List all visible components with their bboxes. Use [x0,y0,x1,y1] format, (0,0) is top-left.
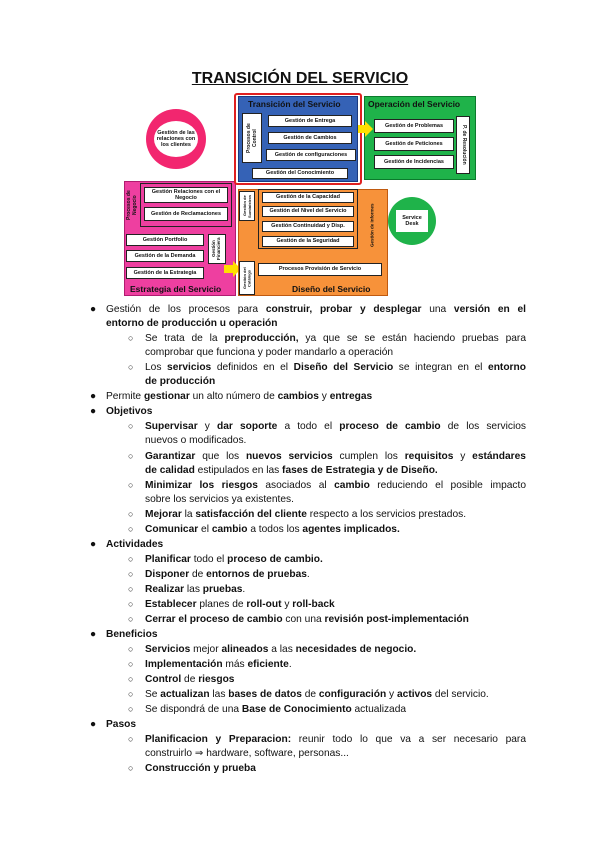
obj-minimizar-line2 [145,493,294,507]
bullet-icon: ● [90,629,97,640]
heading-objetivos [106,405,152,419]
text: Establecer [145,599,197,610]
text: de los servicios [440,421,526,432]
arrow-operacion-head-icon [365,121,373,137]
circle-icon: ○ [128,763,134,773]
problemas-box: Gestión de Problemas [374,119,454,133]
text: planes de [196,599,247,610]
text: reduciendo el posible impacto [369,480,526,491]
circle-icon: ○ [128,362,134,372]
obj-mejorar [145,508,466,522]
financiera-label: Gestión Financiera [211,237,221,261]
text: requisitos [404,451,454,462]
catalogo-box [239,261,255,295]
text: que los [195,451,246,462]
text: cumplen los [332,451,405,462]
text: . [288,659,292,670]
text: fases de Estrategia y de Diseño. [282,465,438,476]
entrega-box: Gestión de Entrega [268,115,352,127]
page-title: TRANSICIÓN DEL SERVICIO [191,70,409,87]
incidencias-box: Gestión de Incidencias [374,155,454,169]
obj-comunicar [145,523,400,537]
text: sobre los servicios ya existentes. [145,494,294,505]
text: una [421,304,454,315]
text: asociados al [257,480,335,491]
text: Mejorar [145,509,182,520]
text: bases de datos [228,689,302,700]
conocimiento-box: Gestión del Conocimiento [252,168,348,179]
text: proceso de cambio. [227,554,323,565]
circle-icon: ○ [128,659,134,669]
itil-diagram [120,93,480,298]
text: servicios [167,362,212,373]
seguridad-box: Gestión de la Seguridad [262,236,354,247]
text: alineados [221,644,269,655]
act-realizar [145,583,245,597]
sub-preproduccion-line2 [145,346,393,360]
configuraciones-box: Gestión de configuraciones [266,149,356,161]
circle-icon: ○ [128,584,134,594]
circle-icon: ○ [128,644,134,654]
text: más [222,659,248,670]
text: . [306,569,310,580]
text: Se [145,689,161,700]
text: y [281,599,293,610]
act-planificar [145,553,323,567]
text: Base de Conocimiento [241,704,352,715]
text: cambios [277,391,319,402]
text: entornos de pruebas [206,569,307,580]
text: cambio [211,524,248,535]
text: entregas [329,391,373,402]
text: Planificacion y Preparacion: [145,734,292,745]
text: entorno de producción u operación [106,318,278,329]
text: Control [145,674,182,685]
text: a todo el [277,421,340,432]
estrategia-gest-box: Gestión de la Estrategia [126,267,204,279]
text: Actividades [106,539,164,550]
text: actualizada [351,704,407,715]
bullet-icon: ● [90,719,97,730]
text: Pasos [106,719,137,730]
text: . [242,584,246,595]
text: Planificar [145,554,191,565]
text: y [453,451,473,462]
gestion-suministros-label: Gestión de Suministros [242,194,252,218]
bullet-procesos [106,303,526,317]
heading-actividades [106,538,163,552]
text: se integran en el [393,362,489,373]
relaciones-clientes-box: Gestión de las relaciones con los clientes [154,121,198,157]
circle-icon: ○ [128,554,134,564]
text: Cerrar el proceso de cambio [145,614,283,625]
text: y [318,391,330,402]
resolucion-label: P. de Resolución [460,125,467,165]
text: a todos los [247,524,303,535]
paso-construccion [145,762,256,776]
act-disponer [145,568,310,582]
procesos-negocio-label: Procesos de Negocio [126,190,138,220]
text: agentes implicados. [302,524,400,535]
text: pruebas [202,584,243,595]
circle-icon: ○ [128,614,134,624]
text: Construcción y prueba [145,763,256,774]
text: configuración [318,689,387,700]
sub-servicios-line2 [145,375,215,389]
peticiones-box: Gestión de Peticiones [374,137,454,151]
transicion-header: Transición del Servicio [248,99,341,109]
circle-icon: ○ [128,689,134,699]
text: Realizar [145,584,185,595]
text: preproducción, [224,333,299,344]
text: Beneficios [106,629,158,640]
bullet-icon: ● [90,304,97,315]
text: estipulados en las [194,465,283,476]
text: cambio [334,480,370,491]
text: Diseño del Servicio [293,362,394,373]
heading-beneficios [106,628,158,642]
text: construirlo ⇒ hardware, software, personas... [145,748,349,759]
text: Disponer [145,569,190,580]
cambios-box: Gestión de Cambios [268,132,352,144]
paso-planificacion-line2 [145,747,349,761]
text: eficiente [247,659,289,670]
act-establecer [145,598,335,612]
paso-planificacion [145,733,526,747]
text: la [181,509,196,520]
continuidad-box: Gestión Continuidad y Disp. [262,221,354,232]
text: respecto a los servicios prestados. [306,509,467,520]
text: actualizan [160,689,210,700]
text: de [189,569,207,580]
text: activos [396,689,433,700]
text: nuevos servicios [245,451,333,462]
capacidad-box: Gestión de la Capacidad [262,192,354,203]
provision-box: Procesos Provisión de Servicio [258,263,382,276]
obj-supervisar-line2 [145,434,246,448]
nivel-servicio-box: Gestión del Nivel del Servicio [262,206,354,217]
text: Gestión de los procesos para [106,304,266,315]
text: de calidad [145,465,195,476]
circle-icon: ○ [128,599,134,609]
estrategia-header: Estrategia del Servicio [130,284,222,294]
procesos-control-label: Procesos de Control [246,123,258,153]
sub-servicios [145,361,526,375]
circle-icon: ○ [128,569,134,579]
portfolio-box: Gestión Portfolio [126,234,204,246]
text: Servicios [145,644,191,655]
text: Garantizar [145,451,196,462]
obj-garantizar-line2 [145,464,438,478]
circle-icon: ○ [128,734,134,744]
text: entorno [488,362,526,373]
text: ya que se se están haciendo pruebas para [298,333,526,344]
circle-icon: ○ [128,509,134,519]
text: satisfacción del cliente [195,509,307,520]
text: proceso de cambio [339,421,441,432]
text: gestionar [143,391,190,402]
text: el [198,524,212,535]
bullet-icon: ● [90,391,97,402]
catalogo-label: Gestión del Catálogo [241,267,251,289]
sub-preproduccion [145,332,526,346]
text: comprobar que funciona y poder mandarlo a operación [145,347,394,358]
text: dar soporte [217,421,278,432]
diseno-header: Diseño del Servicio [292,284,371,294]
demanda-box: Gestión de la Demanda [126,250,204,262]
text: Supervisar [145,421,198,432]
text: del servicio. [432,689,489,700]
text: roll-back [292,599,335,610]
circle-icon: ○ [128,333,134,343]
text: construir, probar y desplegar [265,304,422,315]
text: riesgos [198,674,235,685]
text: mejor [190,644,222,655]
bullet-procesos-line2 [106,317,278,331]
ben-base-conocimiento [145,703,406,717]
text: roll-out [246,599,282,610]
act-cerrar [145,613,469,627]
text: todo el [190,554,228,565]
financiera-box [208,234,226,264]
relaciones-negocio-box: Gestión Relaciones con el Negocio [144,187,228,203]
text: y [386,689,397,700]
text: Permite [106,391,144,402]
text: Los [145,362,168,373]
text: reunir todo lo que va a ser necesario para [291,734,526,745]
text: versión en el [453,304,526,315]
circle-icon: ○ [128,421,134,431]
text: Comunicar [145,524,199,535]
text: nuevos o modificados. [145,435,247,446]
text: un alto número de [189,391,278,402]
circle-icon: ○ [128,480,134,490]
text: con una [282,614,325,625]
text: Minimizar los riesgos [145,480,258,491]
text: las [184,584,203,595]
text: Se dispondrá de una [145,704,242,715]
gestion-informes-label: Gestión de Informes [369,203,375,247]
circle-icon: ○ [128,524,134,534]
text: estándares [472,451,526,462]
text: necesidades de negocio. [295,644,417,655]
bullet-icon: ● [90,406,97,417]
text: de [301,689,319,700]
circle-icon: ○ [128,704,134,714]
bullet-icon: ● [90,539,97,550]
circle-icon: ○ [128,451,134,461]
heading-pasos [106,718,136,732]
service-desk-box: Service Desk [396,210,428,232]
obj-garantizar [145,450,526,464]
text: Objetivos [106,406,153,417]
ben-implementacion [145,658,292,672]
text: de [181,674,199,685]
text: Implementación [145,659,223,670]
operacion-header: Operación del Servicio [368,99,461,109]
bullet-permite [106,390,372,404]
resolucion-box [456,116,470,174]
ben-servicios [145,643,416,657]
text: de producción [145,376,216,387]
obj-minimizar [145,479,526,493]
text: las [209,689,229,700]
ben-actualizan [145,688,489,702]
text: a las [268,644,296,655]
text: revisión post-implementación [324,614,469,625]
obj-supervisar [145,420,526,434]
text: Se trata de la [145,333,225,344]
text: y [197,421,217,432]
ben-control [145,673,234,687]
circle-icon: ○ [128,674,134,684]
reclamaciones-box: Gestión de Reclamaciones [144,207,228,221]
text: definidos en el [211,362,294,373]
